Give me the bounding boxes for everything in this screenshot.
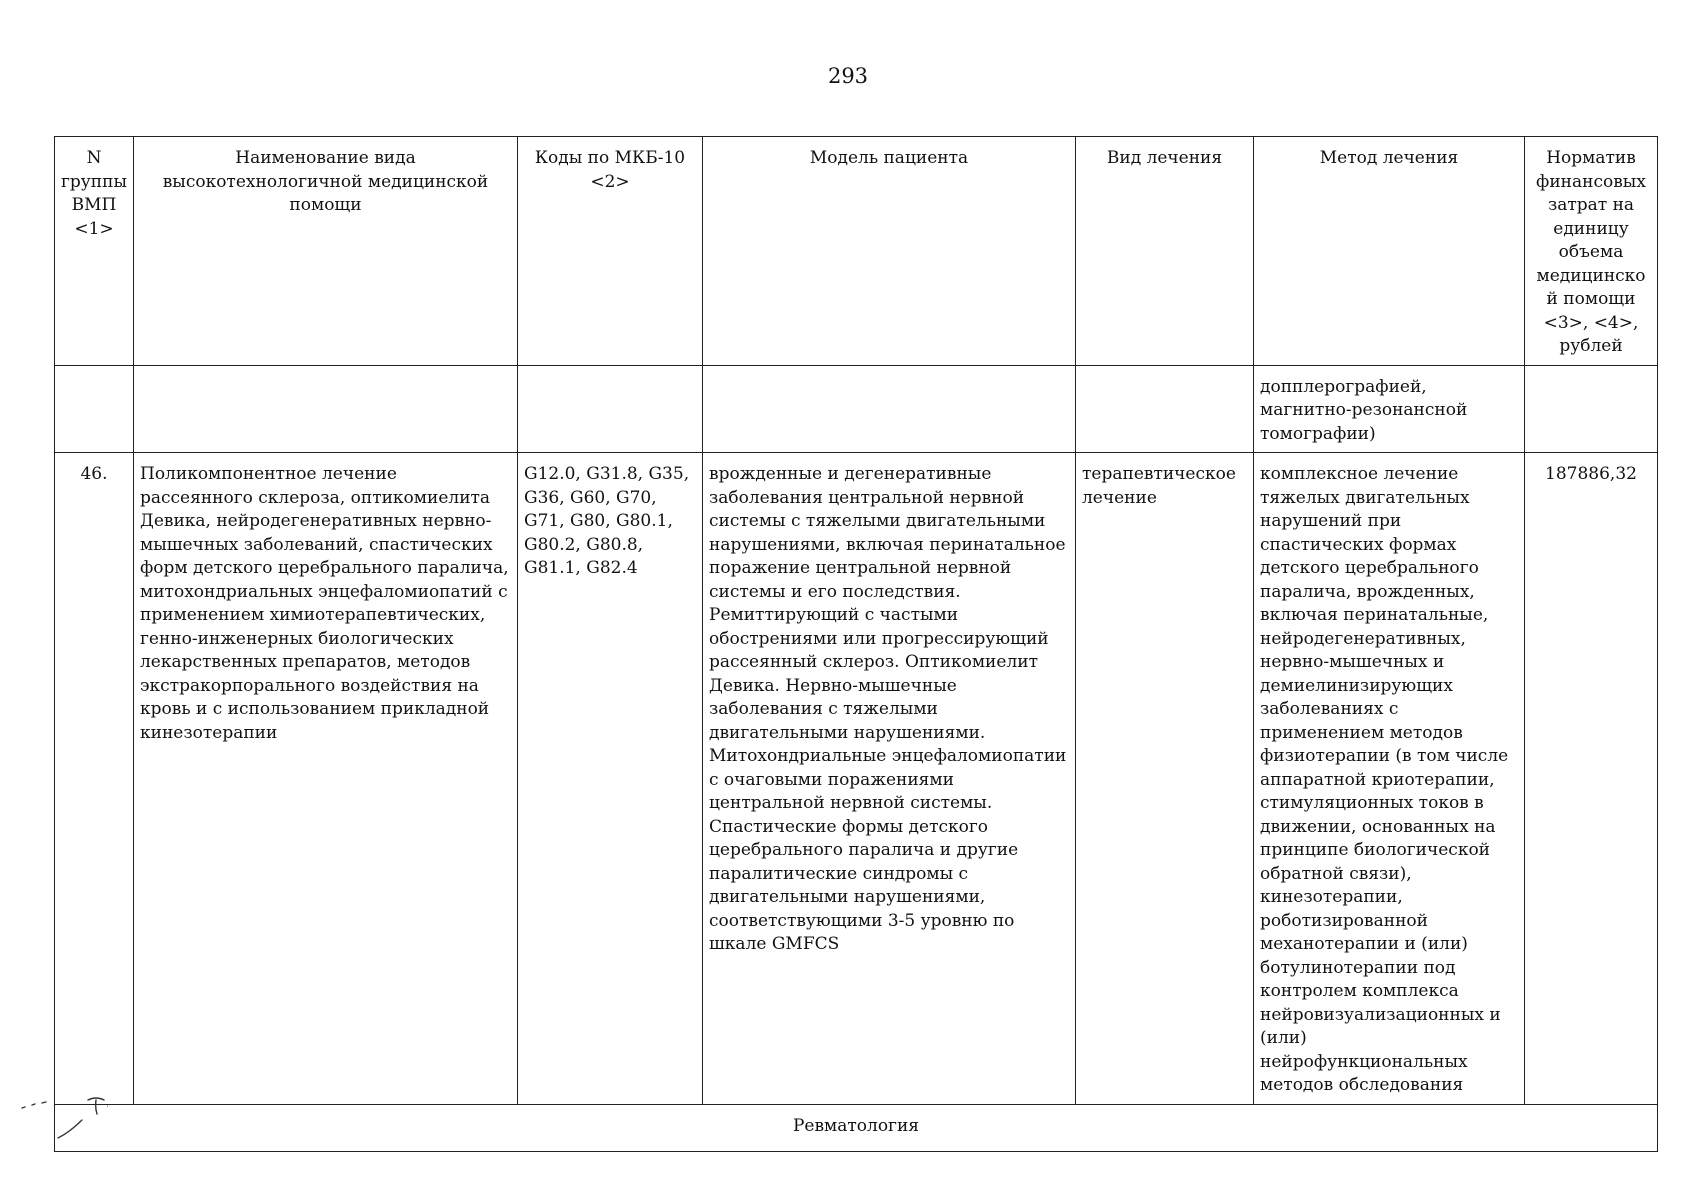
vmp-table	[54, 136, 1658, 1152]
table-row	[55, 453, 1658, 1105]
header-group-number: N группы ВМП <1>	[55, 137, 134, 366]
handwritten-mark	[18, 1092, 108, 1142]
header-treatment-type: Вид лечения	[1076, 137, 1254, 366]
row-name: Поликомпонентное лечение рассеянного склероза, оптикомиелита Девика, нейродегенеративных нервно-мышечных заболеваний, спастических форм детского церебрального паралича, митохондриальных энцефаломиопатий с применением химиотерапевтических, генно-инженерных биологических лекарственных препаратов, методов экстракорпорального воздействия на кровь и с использованием прикладной кинезотерапии	[134, 453, 518, 1105]
row-icd-codes: G12.0, G31.8, G35, G36, G60, G70, G71, G80, G80.1, G80.2, G80.8, G81.1, G82.4	[518, 453, 703, 1105]
section-title: Ревматология	[55, 1104, 1658, 1151]
table-cell-empty	[703, 365, 1076, 453]
row-treatment-method: комплексное лечение тяжелых двигательных нарушений при спастических формах детского церебрального паралича, врожденных, включая перинатальные, нейродегенеративных, нервно-мышечных и демиелинизирующих заболеваниях с применением методов физиотерапии (в том числе аппаратной криотерапии, стимуляционных токов в движении, основанных на принципе биологической обратной связи), кинезотерапии, роботизированной механотерапии и (или) ботулинотерапии под контролем комплекса нейровизуализационных и (или) нейрофункциональных методов обследования	[1254, 453, 1525, 1105]
continuation-method: допплерографией, магнитно-резонансной томографии)	[1254, 365, 1525, 453]
header-cost-standard: Норматив финансовых затрат на единицу объема медицинской помощи <3>, <4>, рублей	[1525, 137, 1658, 366]
table-row	[55, 365, 1658, 453]
row-group-number: 46.	[55, 453, 134, 1105]
table-cell-empty	[55, 365, 134, 453]
row-treatment-type: терапевтическое лечение	[1076, 453, 1254, 1105]
table-cell-empty	[1525, 365, 1658, 453]
row-cost: 187886,32	[1525, 453, 1658, 1105]
header-patient-model: Модель пациента	[703, 137, 1076, 366]
header-icd-codes: Коды по МКБ-10 <2>	[518, 137, 703, 366]
row-patient-model: врожденные и дегенеративные заболевания центральной нервной системы с тяжелыми двигательными нарушениями, включая перинатальное поражение центральной нервной системы и его последствия. Ремиттирующий с частыми обострениями или прогрессирующий рассеянный склероз. Оптикомиелит Девика. Нервно-мышечные заболевания с тяжелыми двигательными нарушениями. Митохондриальные энцефаломиопатии с очаговыми поражениями центральной нервной системы. Спастические формы детского церебрального паралича и другие паралитические синдромы с двигательными нарушениями, соответствующими 3-5 уровню по шкале GMFCS	[703, 453, 1076, 1105]
table-cell-empty	[1076, 365, 1254, 453]
table-header-row	[55, 137, 1658, 366]
table-cell-empty	[134, 365, 518, 453]
table-cell-empty	[518, 365, 703, 453]
section-row	[55, 1104, 1658, 1151]
header-name: Наименование вида высокотехнологичной медицинской помощи	[134, 137, 518, 366]
page-number: 293	[827, 64, 869, 88]
header-treatment-method: Метод лечения	[1254, 137, 1525, 366]
